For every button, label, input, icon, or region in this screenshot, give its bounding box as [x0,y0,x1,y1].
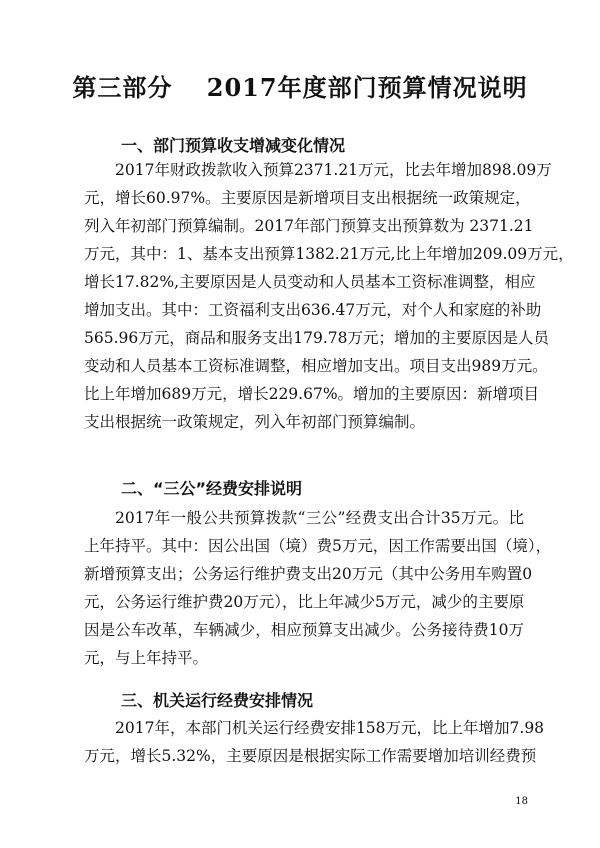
paragraph-line: 2017年一般公共预算拨款“三公”经费支出合计35万元。比 [115,509,524,527]
paragraph-line: 变动和人员基本工资标准调整，相应增加支出。项目支出989万元。 [84,357,548,375]
section-heading-2: 二、“三公”经费安排说明 [121,479,303,498]
paragraph-line: 元，与上年持平。 [84,649,209,667]
paragraph-line: 增加支出。其中：工资福利支出636.47万元，对个人和家庭的补助 [84,301,542,319]
paragraph-line: 2017年，本部门机关运行经费安排158万元，比上年增加7.98 [115,719,545,737]
paragraph-line: 2017年财政拨款收入预算2371.21万元，比去年增加898.09万 [115,161,552,179]
paragraph-line: 万元，增长5.32%，主要原因是根据实际工作需要增加培训经费预 [84,747,537,765]
paragraph-line: 上年持平。其中：因公出国（境）费5万元，因工作需要出国（境）， [84,537,552,555]
paragraph-line: 比上年增加689万元，增长229.67%。增加的主要原因：新增项目 [84,385,540,403]
paragraph-line: 元，增长60.97%。主要原因是新增项目支出根据统一政策规定， [84,189,531,207]
paragraph-line: 增长17.82%,主要原因是人员变动和人员基本工资标准调整，相应 [84,273,536,291]
section-heading-3: 三、机关运行经费安排情况 [121,691,314,710]
paragraph-line: 因是公车改革，车辆减少，相应预算支出减少。公务接待费10万 [84,621,524,639]
paragraph-line: 支出根据统一政策规定，列入年初部门预算编制。 [84,413,426,431]
section-heading-1: 一、部门预算收支增减变化情况 [121,136,346,155]
paragraph-line: 新增预算支出；公务运行维护费支出20万元（其中公务用车购置0 [84,565,533,583]
paragraph-line: 元，公务运行维护费20万元），比上年减少5万元，减少的主要原 [84,593,525,611]
document-title: 第三部分 2017年度部门预算情况说明 [72,73,528,102]
paragraph-line: 565.96万元，商品和服务支出179.78万元；增加的主要原因是人员 [84,329,549,347]
paragraph-line: 列入年初部门预算编制。2017年部门预算支出预算数为 2371.21 [84,217,534,235]
paragraph-line: 万元，其中：1、基本支出预算1382.21万元,比上年增加209.09万元， [84,245,574,263]
page-number: 18 [515,796,528,807]
